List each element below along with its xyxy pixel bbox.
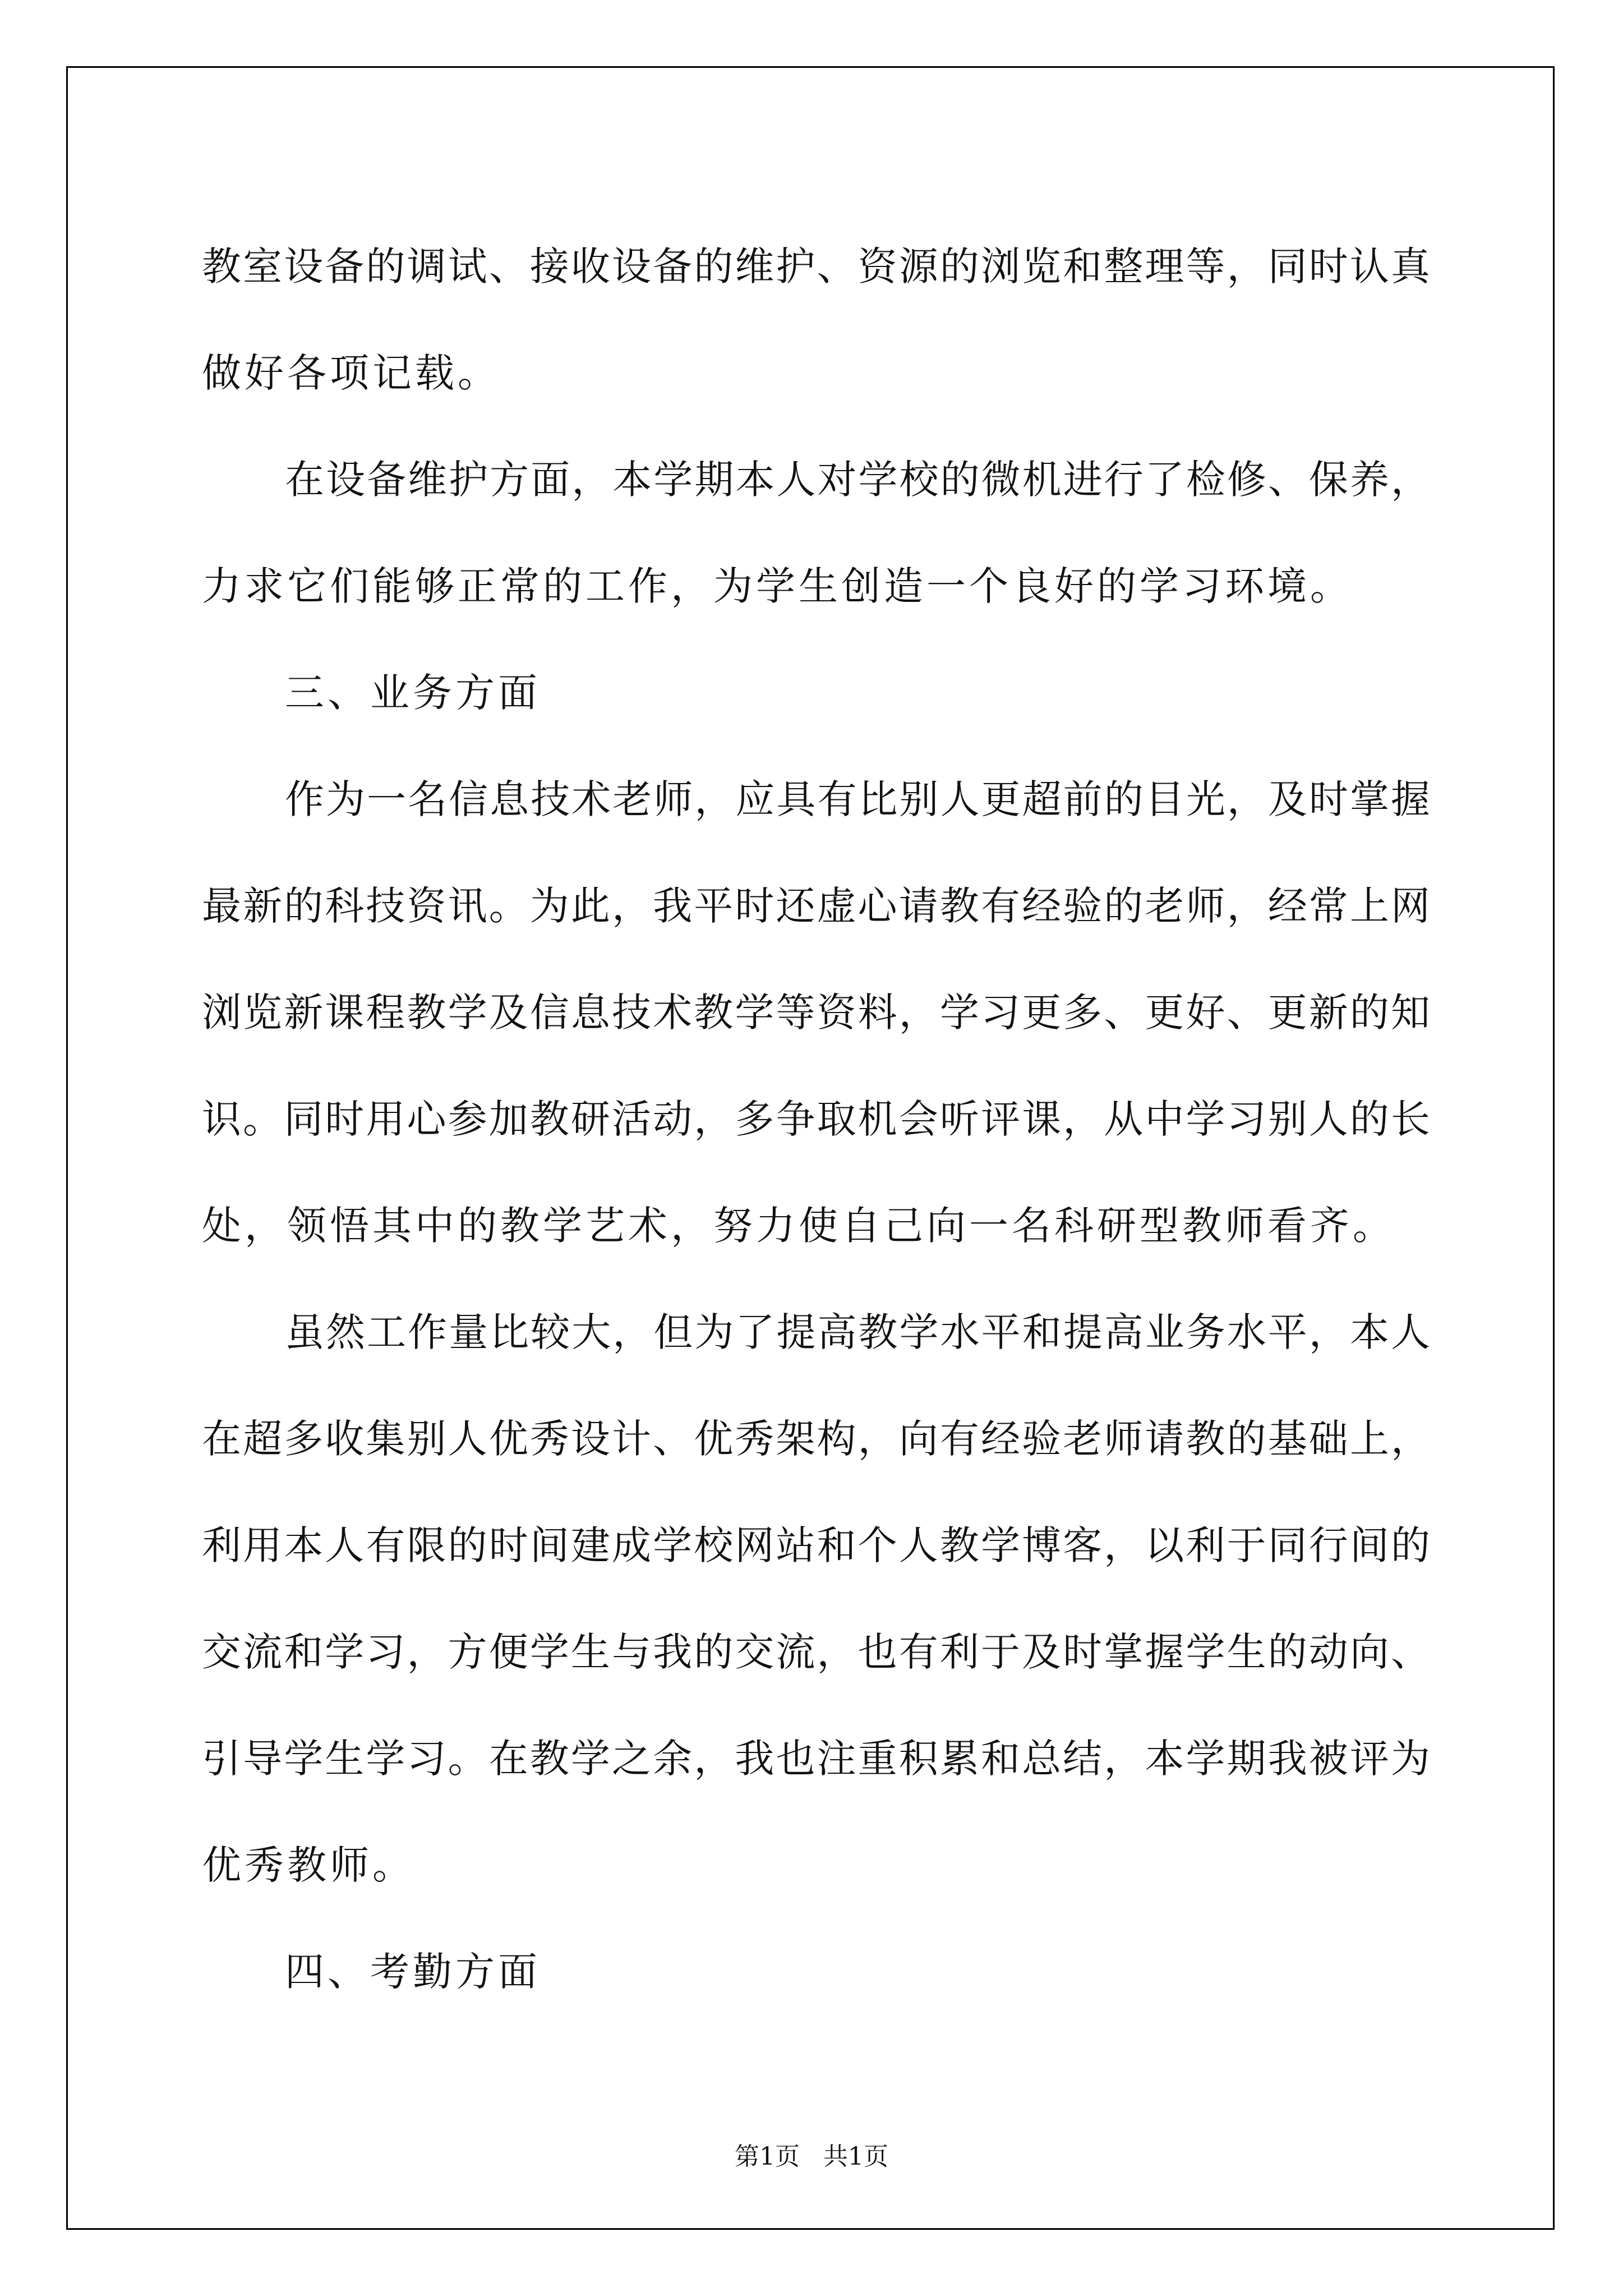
text-line: 处，领悟其中的教学艺术，努力使自己向一名科研型教师看齐。: [202, 1203, 1395, 1249]
text-line: 做好各项记载。: [202, 350, 500, 396]
section-heading: 四、考勤方面: [285, 1949, 541, 1995]
text-line: 虽然工作量比较大，但为了提高教学水平和提高业务水平，本人: [285, 1309, 1430, 1355]
text-line: 力求它们能够正常的工作，为学生创造一个良好的学习环境。: [202, 563, 1353, 609]
text-line: 教室设备的调试、接收设备的维护、资源的浏览和整理等，同时认真: [202, 243, 1430, 289]
page-footer: [0, 2136, 1623, 2172]
text-line: 在超多收集别人优秀设计、优秀架构，向有经验老师请教的基础上，: [202, 1416, 1430, 1462]
text-line: 浏览新课程教学及信息技术教学等资料，学习更多、更好、更新的知: [202, 990, 1430, 1036]
section-heading: 三、业务方面: [285, 670, 541, 716]
text-line: 作为一名信息技术老师，应具有比别人更超前的目光，及时掌握: [285, 776, 1430, 822]
page-total: 共1页: [823, 2142, 888, 2171]
text-line: 识。同时用心参加教研活动，多争取机会听评课，从中学习别人的长: [202, 1096, 1430, 1142]
document-body: [202, 213, 1430, 2025]
text-line: 优秀教师。: [202, 1842, 415, 1888]
text-line: 引导学生学习。在教学之余，我也注重积累和总结，本学期我被评为: [202, 1736, 1430, 1782]
text-line: 利用本人有限的时间建成学校网站和个人教学博客，以利于同行间的: [202, 1522, 1430, 1568]
text-line: 交流和学习，方便学生与我的交流，也有利于及时掌握学生的动向、: [202, 1629, 1430, 1675]
page-number: 第1页: [735, 2142, 800, 2171]
text-line: 最新的科技资讯。为此，我平时还虚心请教有经验的老师，经常上网: [202, 883, 1430, 929]
text-line: 在设备维护方面，本学期本人对学校的微机进行了检修、保养，: [285, 457, 1430, 503]
